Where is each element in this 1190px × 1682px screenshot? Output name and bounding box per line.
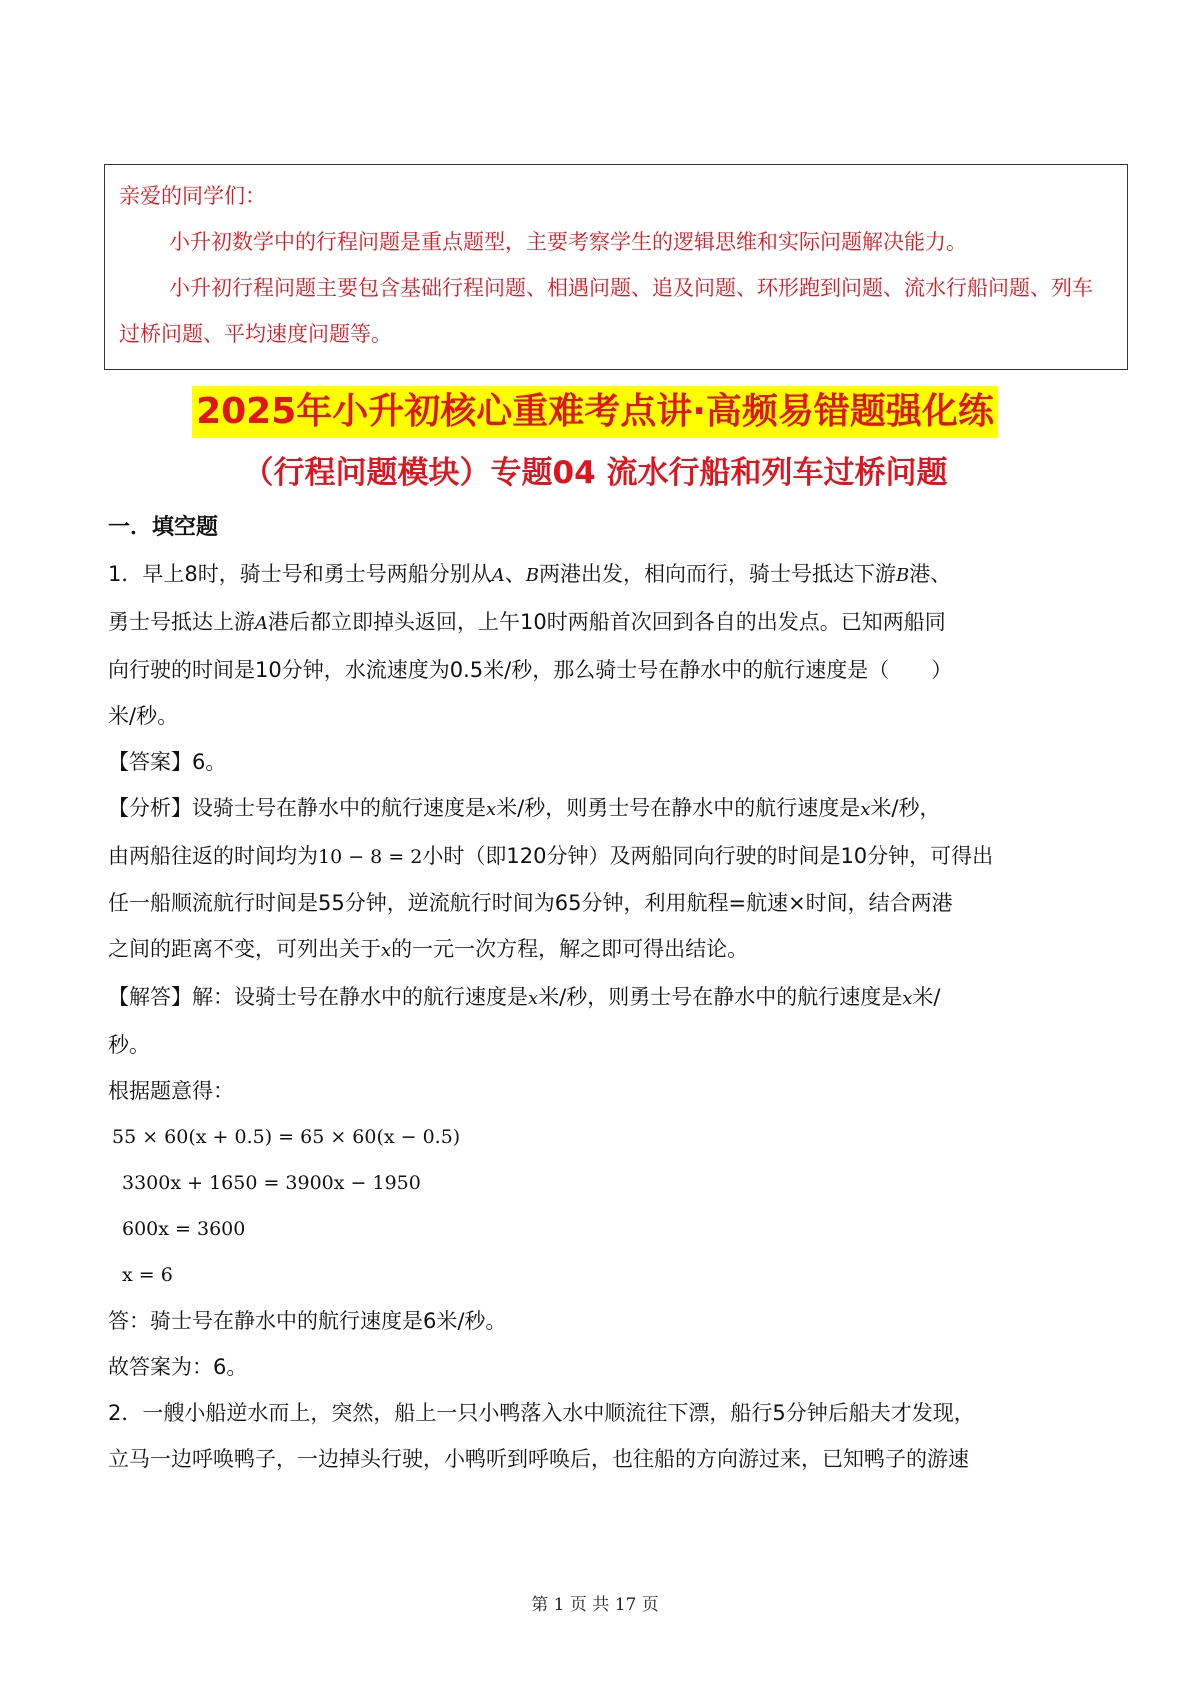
equation-3: 600x = 3600 bbox=[122, 1218, 246, 1240]
equation-2: 3300x + 1650 = 3900x − 1950 bbox=[122, 1172, 421, 1194]
section-heading: 一．填空题 bbox=[108, 515, 219, 540]
q1-answer: 【答案】6。 bbox=[108, 750, 227, 774]
content bbox=[108, 505, 1108, 1482]
q1-by-meaning: 根据题意得： bbox=[108, 1079, 234, 1103]
intro-greeting: 亲爱的同学们： bbox=[119, 184, 266, 208]
q1-line-3: 向行驶的时间是10分钟，水流速度为0.5米/秒，那么骑士号在静水中的航行速度是（ ） bbox=[108, 658, 953, 682]
q1-solution-2: 秒。 bbox=[108, 1033, 150, 1057]
intro-box bbox=[104, 164, 1128, 370]
page-subtitle: （行程问题模块）专题04 流水行船和列车过桥问题 bbox=[242, 455, 948, 491]
q2-line-1: 2．一艘小船逆水而上，突然，船上一只小鸭落入水中顺流往下漂，船行5分钟后船夫才发现， bbox=[108, 1401, 975, 1425]
page-footer: 第 1 页 共 17 页 bbox=[531, 1595, 659, 1615]
intro-paragraph-2: 小升初行程问题主要包含基础行程问题、相遇问题、追及问题、环形跑到问题、流水行船问题、列车过桥问题、平均速度问题等。 bbox=[119, 276, 1093, 346]
q2-line-2: 立马一边呼唤鸭子，一边掉头行驶，小鸭听到呼唤后，也往船的方向游过来，已知鸭子的游速 bbox=[108, 1447, 969, 1471]
q1-final-answer: 故答案为：6。 bbox=[108, 1355, 248, 1379]
q1-conclusion: 答：骑士号在静水中的航行速度是6米/秒。 bbox=[108, 1309, 507, 1333]
q1-line-4: 米/秒。 bbox=[108, 704, 179, 728]
page-title: 2025年小升初核心重难考点讲·高频易错题强化练 bbox=[192, 386, 998, 438]
equation-1: 55 × 60(x + 0.5) = 65 × 60(x − 0.5) bbox=[112, 1126, 461, 1148]
q1-analysis-2: 由两船往返的时间均为10 − 8 = 2小时（即120分钟）及两船同向行驶的时间是10分钟，可得出 bbox=[108, 844, 994, 868]
intro-paragraph-1: 小升初数学中的行程问题是重点题型，主要考察学生的逻辑思维和实际问题解决能力。 bbox=[169, 230, 967, 254]
title-main-wrap bbox=[0, 386, 1190, 438]
equation-4: x = 6 bbox=[122, 1264, 173, 1286]
q1-analysis-1: 【分析】设骑士号在静水中的航行速度是x米/秒，则勇士号在静水中的航行速度是x米/秒， bbox=[108, 796, 941, 820]
q1-analysis-4: 之间的距离不变，可列出关于x的一元一次方程，解之即可得出结论。 bbox=[108, 937, 749, 961]
q1-line-1: 1．早上8时，骑士号和勇士号两船分别从A、B两港出发，相向而行，骑士号抵达下游B港、 bbox=[108, 562, 952, 586]
q1-analysis-3: 任一船顺流航行时间是55分钟，逆流航行时间为65分钟，利用航程=航速×时间，结合两港 bbox=[108, 891, 953, 915]
q1-line-2: 勇士号抵达上游A港后都立即掉头返回，上午10时两船首次回到各自的出发点。已知两船同 bbox=[108, 610, 946, 634]
q1-solution-1: 【解答】解：设骑士号在静水中的航行速度是x米/秒，则勇士号在静水中的航行速度是x米/ bbox=[108, 985, 941, 1009]
